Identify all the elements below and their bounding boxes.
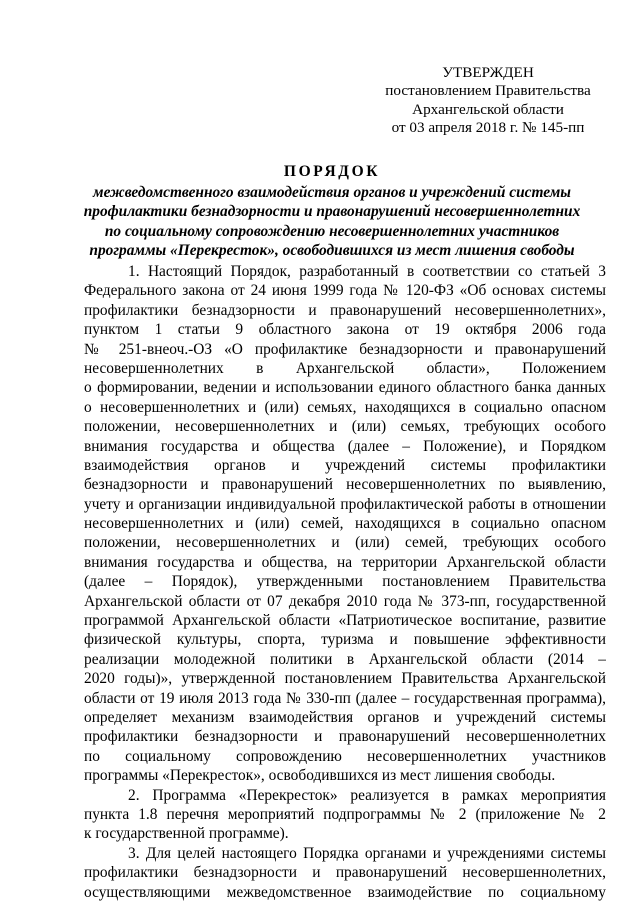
- body-line: 1. Настоящий Порядок, разработанный в соответствии со статьей 3: [128, 263, 606, 280]
- body-line: пункта 1.8 перечня мероприятий подпрограммы № 2 (приложение № 2: [84, 805, 606, 823]
- body-line: профилактики безнадзорности и правонарушений несовершеннолетних,: [84, 864, 606, 882]
- approval-line-3: Архангельской области: [412, 100, 564, 118]
- body-line: физической культуры, спорта, туризма и повышение эффективности: [84, 631, 606, 649]
- subtitle-line: межведомственного взаимодействия органов и учреждений системы: [93, 184, 571, 201]
- body-line: о несовершеннолетних и (или) семьях, находящихся в социально опасном: [84, 398, 606, 416]
- approval-line-2: постановлением Правительства: [385, 82, 591, 100]
- body-line: взаимодействия органов и учреждений системы профилактики: [84, 456, 606, 474]
- body-line: № 251-внеоч.-ОЗ «О профилактике безнадзорности и правонарушений: [84, 340, 606, 358]
- document-body: [84, 262, 606, 902]
- body-line: определяет механизм взаимодействия органов и учреждений системы: [84, 708, 606, 726]
- body-line: профилактики безнадзорности и правонарушений несовершеннолетних: [84, 728, 606, 746]
- body-line: 3. Для целей настоящего Порядка органами и учреждениями системы: [128, 844, 606, 862]
- subtitle-line: профилактики безнадзорности и правонарушений несовершеннолетних: [83, 203, 581, 221]
- body-line: внимания государства и общества (далее – Положение), и Порядком: [84, 437, 606, 455]
- body-line: о формировании, ведении и использовании единого областного банка данных: [84, 379, 606, 397]
- body-line: несовершеннолетних в Архангельской области», Положением: [84, 359, 606, 377]
- body-line: Федерального закона от 24 июня 1999 года № 120-ФЗ «Об основах системы: [84, 282, 606, 300]
- body-line: по социальному сопровождению несовершеннолетних участников: [84, 747, 606, 765]
- approval-line-4: от 03 апреля 2018 г. № 145-пп: [391, 119, 585, 137]
- approval-stamp: [360, 64, 616, 138]
- body-line: несовершеннолетних и (или) семей, находящихся в социально опасном: [84, 515, 606, 533]
- body-line: реализации молодежной политики в Архангельской области (2014 –: [84, 650, 606, 668]
- body-line: к государственной программе).: [84, 825, 289, 843]
- approval-line-1: УТВЕРЖДЕН: [442, 64, 534, 81]
- body-line: (далее – Порядок), утвержденными постановлением Правительства: [84, 573, 606, 591]
- subtitle-line: по социальному сопровождению несовершеннолетних участников: [104, 222, 560, 240]
- body-line: положении, несовершеннолетних и (или) семьях, требующих особого: [84, 418, 606, 436]
- body-line: пунктом 1 статьи 9 областного закона от 19 октября 2006 года: [84, 321, 606, 339]
- body-line: безнадзорности и правонарушений несовершеннолетних по выявлению,: [84, 476, 606, 494]
- body-line: Архангельской области от 07 декабря 2010 года № 373-пп, государственной: [84, 592, 606, 610]
- body-line: 2020 годы)», утвержденной постановлением Правительства Архангельской: [84, 670, 606, 688]
- body-line: 2. Программа «Перекресток» реализуется в рамках мероприятия: [128, 786, 606, 804]
- body-line: программы «Перекресток», освободившихся из мест лишения свободы.: [84, 767, 556, 785]
- body-line: учету и организации индивидуальной профилактической работы в отношении: [84, 495, 606, 513]
- document-subtitle: [70, 183, 594, 261]
- subtitle-line: программы «Перекресток», освободившихся из мест лишения свободы: [89, 242, 575, 260]
- body-line: области от 19 июля 2013 года № 330-пп (далее – государственная программа),: [84, 689, 606, 707]
- body-line: внимания государства и общества, на территории Архангельской области: [84, 553, 606, 571]
- body-line: осуществляющими межведомственное взаимодействие по социальному: [84, 883, 606, 901]
- body-line: программой Архангельской области «Патриотическое воспитание, развитие: [84, 612, 606, 630]
- body-line: профилактики безнадзорности и правонарушений несовершеннолетних»,: [84, 301, 606, 319]
- body-line: положении, несовершеннолетних и (или) семей, требующих особого: [84, 534, 606, 552]
- document-title: ПОРЯДОК: [283, 163, 381, 180]
